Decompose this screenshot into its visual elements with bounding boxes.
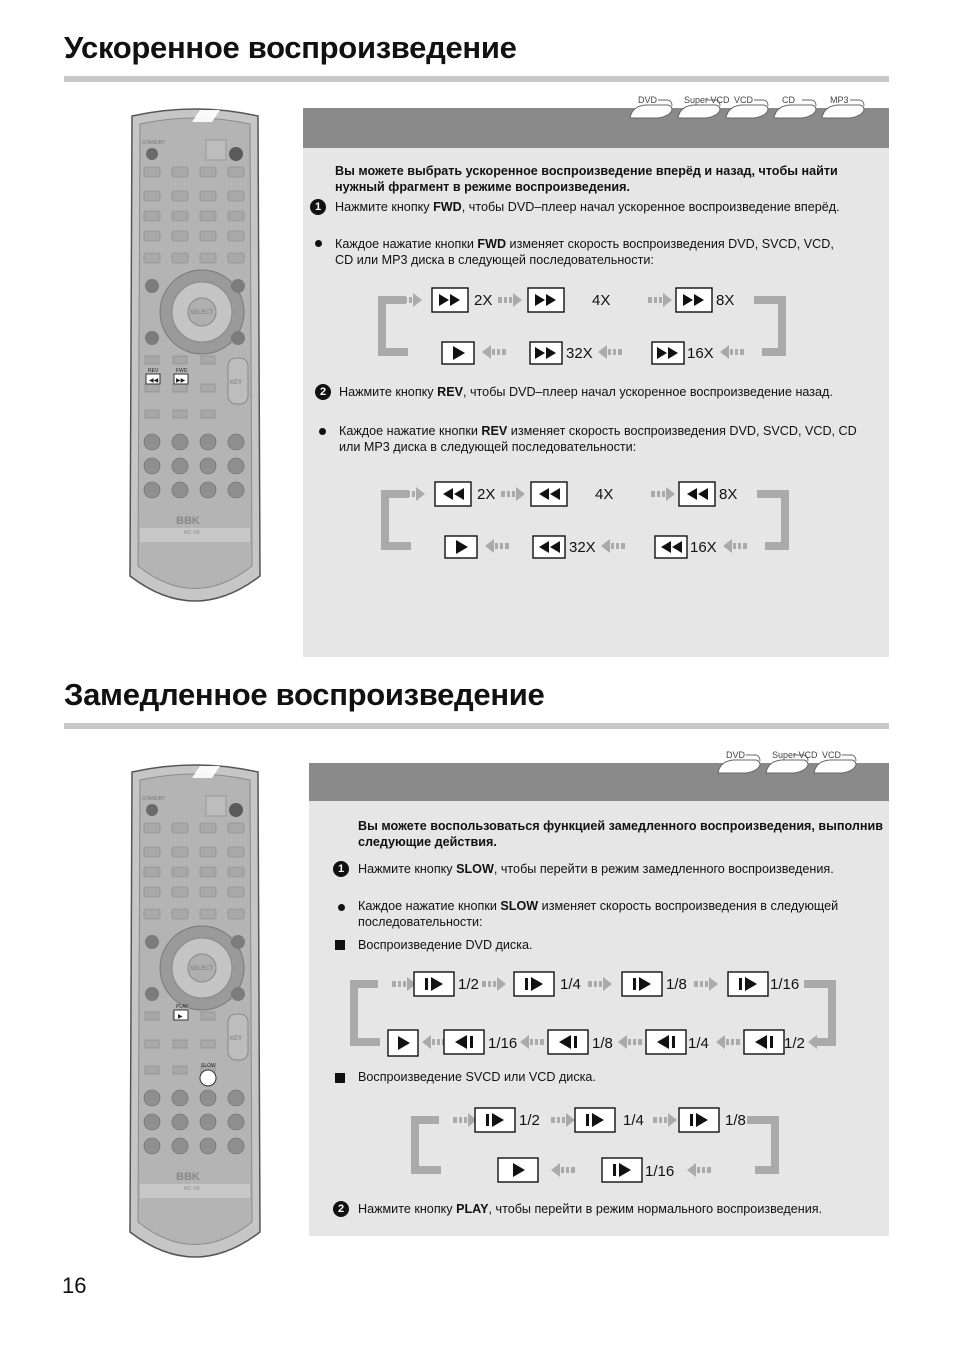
arrow-left-icon xyxy=(551,1163,575,1177)
fast-forward-icon xyxy=(676,288,712,312)
disc-tag-super-vcd xyxy=(676,95,730,118)
slow-forward-icon xyxy=(514,972,554,996)
disc-tag-label: CD xyxy=(782,95,795,105)
fast-play-intro: Вы можете выбрать ускоренное воспроизведение вперёд и назад, чтобы найти нужный фрагмент в режиме воспроизведения. xyxy=(335,164,838,194)
arrow-left-icon xyxy=(485,539,509,553)
speed-label: 1/4 xyxy=(623,1112,644,1129)
play-icon xyxy=(388,1030,418,1056)
arrow-right-icon xyxy=(398,293,422,307)
remote-label-standby: STANDBY xyxy=(142,140,166,146)
speed-label: 8X xyxy=(719,486,738,503)
fast-forward-icon xyxy=(652,342,684,364)
svg-text:▶▶: ▶▶ xyxy=(176,378,186,384)
rev-speed-cycle-diagram xyxy=(379,478,799,565)
svg-text:BBK: BBK xyxy=(176,1171,200,1183)
bullet-dot xyxy=(319,428,326,435)
step2-number: 2 xyxy=(315,384,331,400)
svg-text:RC–09: RC–09 xyxy=(184,530,200,536)
play-icon xyxy=(445,536,477,558)
fast-bullet2-text: Каждое нажатие кнопки REV изменяет скорость воспроизведения DVD, SVCD, VCD, CD или MP3 диска в следующей последовательности: xyxy=(339,424,857,454)
arrow-right-icon xyxy=(551,1113,575,1127)
svg-text:SLOW: SLOW xyxy=(201,1063,216,1069)
title-underline xyxy=(64,723,889,729)
speed-label: 16X xyxy=(690,539,717,556)
svg-text:◀◀: ◀◀ xyxy=(149,378,159,384)
arrow-right-icon xyxy=(482,977,506,991)
dvd-disc-label: Воспроизведение DVD диска. xyxy=(358,938,533,952)
arrow-right-icon xyxy=(453,1113,477,1127)
fast-forward-icon xyxy=(530,342,562,364)
bullet-dot xyxy=(338,904,345,911)
disc-tag-dvd xyxy=(628,96,674,118)
speed-label: 2X xyxy=(477,486,496,503)
arrow-left-icon xyxy=(422,1035,446,1049)
remote-brand: BBK xyxy=(176,515,200,527)
dvd-slow-cycle-diagram xyxy=(348,968,848,1063)
speed-label: 1/4 xyxy=(560,976,581,993)
arrow-right-icon xyxy=(648,293,672,307)
arrow-left-icon xyxy=(598,345,622,359)
section2-title: Замедленное воспроизведение xyxy=(64,677,545,712)
rewind-icon xyxy=(533,536,565,558)
fast-step2-text: Нажмите кнопку REV, чтобы DVD–плеер начал ускоренное воспроизведение назад. xyxy=(339,385,833,399)
arrow-right-icon xyxy=(392,977,416,991)
disc-tag-cd xyxy=(772,96,818,118)
slow-step2-text: Нажмите кнопку PLAY, чтобы перейти в режим нормального воспроизведения. xyxy=(358,1202,823,1216)
arrow-left-icon xyxy=(716,1035,740,1049)
arrow-right-icon xyxy=(694,977,718,991)
step1-number: 1 xyxy=(333,861,349,877)
disc-tag-label: DVD xyxy=(638,95,658,105)
square-marker xyxy=(335,940,345,950)
svg-text:▶: ▶ xyxy=(178,1014,183,1020)
rewind-icon xyxy=(531,482,567,506)
slow-reverse-icon xyxy=(646,1030,686,1054)
speed-label: 32X xyxy=(569,539,596,556)
speed-label: 1/4 xyxy=(688,1035,709,1052)
svg-text:STANDBY: STANDBY xyxy=(142,796,166,802)
speed-label: 1/2 xyxy=(784,1035,805,1052)
disc-tag-label: Super VCD xyxy=(684,95,730,105)
slow-forward-icon xyxy=(679,1108,719,1132)
svg-text:FWD: FWD xyxy=(176,368,188,374)
arrow-right-icon xyxy=(401,487,425,501)
svg-text:SELECT: SELECT xyxy=(190,966,214,972)
speed-label: 4X xyxy=(592,292,611,309)
svcd-slow-cycle-diagram xyxy=(409,1104,789,1191)
disc-tag-dvd xyxy=(716,751,762,773)
disc-tag-label: VCD xyxy=(734,95,754,105)
arrow-left-icon xyxy=(618,1035,642,1049)
slow-bullet1-text: Каждое нажатие кнопки SLOW изменяет скорость воспроизведения в следующей последовательности: xyxy=(358,899,839,929)
speed-label: 8X xyxy=(716,292,735,309)
speed-label: 1/8 xyxy=(666,976,687,993)
speed-label: 1/16 xyxy=(488,1035,518,1052)
speed-label: 1/2 xyxy=(519,1112,540,1129)
speed-label: 1/8 xyxy=(592,1035,613,1052)
speed-label: 1/2 xyxy=(458,976,479,993)
fast-forward-icon xyxy=(528,288,564,312)
disc-tag-mp3 xyxy=(820,96,866,118)
speed-label: 16X xyxy=(687,345,714,362)
rewind-icon xyxy=(655,536,687,558)
title-underline xyxy=(64,76,889,82)
arrow-right-icon xyxy=(653,1113,677,1127)
svg-text:SELECT: SELECT xyxy=(190,310,214,316)
svg-text:KEY: KEY xyxy=(230,380,243,386)
step2-number: 2 xyxy=(333,1201,349,1217)
slow-forward-icon xyxy=(728,972,768,996)
arrow-left-icon xyxy=(520,1035,544,1049)
disc-tag-label: VCD xyxy=(822,750,842,760)
rewind-icon xyxy=(435,482,471,506)
slow-forward-icon xyxy=(602,1158,642,1182)
disc-tag-label: DVD xyxy=(726,750,746,760)
arrow-right-icon xyxy=(588,977,612,991)
arrow-left-icon xyxy=(687,1163,711,1177)
speed-label: 32X xyxy=(566,345,593,362)
svg-text:RC–09: RC–09 xyxy=(184,1186,200,1192)
square-marker xyxy=(335,1073,345,1083)
disc-tag-vcd xyxy=(812,751,858,773)
arrow-left-icon xyxy=(482,345,506,359)
slow-play-intro: Вы можете воспользоваться функцией замедленного воспроизведения, выполнив следующие действия. xyxy=(358,819,883,849)
page-number: 16 xyxy=(62,1273,87,1298)
slow-forward-icon xyxy=(622,972,662,996)
arrow-left-icon xyxy=(601,539,625,553)
slow-step1-text: Нажмите кнопку SLOW, чтобы перейти в режим замедленного воспроизведения. xyxy=(358,862,834,876)
svg-text:REV: REV xyxy=(148,368,159,374)
speed-label: 1/16 xyxy=(770,976,800,993)
speed-label: 4X xyxy=(595,486,614,503)
rewind-icon xyxy=(679,482,715,506)
slow-reverse-icon xyxy=(444,1030,484,1054)
play-icon xyxy=(498,1158,538,1182)
remote-control-illustration-slow xyxy=(126,762,264,1277)
bullet-dot xyxy=(315,240,322,247)
speed-label: 2X xyxy=(474,292,493,309)
arrow-right-icon xyxy=(651,487,675,501)
arrow-left-icon xyxy=(720,345,744,359)
disc-tag-super-vcd xyxy=(764,750,818,773)
fast-bullet1-text: Каждое нажатие кнопки FWD изменяет скорость воспроизведения DVD, SVCD, VCD, CD или MP3 диска в следующей последовательности: xyxy=(335,237,834,267)
arrow-right-icon xyxy=(498,293,522,307)
slow-reverse-icon xyxy=(548,1030,588,1054)
arrow-left-icon xyxy=(723,539,747,553)
svg-text:PLAY: PLAY xyxy=(176,1004,189,1010)
speed-label: 1/8 xyxy=(725,1112,746,1129)
disc-tag-vcd xyxy=(724,96,770,118)
slow-forward-icon xyxy=(475,1108,515,1132)
play-icon xyxy=(442,342,474,364)
fwd-speed-cycle-diagram xyxy=(376,284,796,371)
fast-forward-icon xyxy=(432,288,468,312)
svg-text:KEY: KEY xyxy=(230,1036,243,1042)
disc-tag-label: MP3 xyxy=(830,95,849,105)
slow-forward-icon xyxy=(414,972,454,996)
svcd-disc-label: Воспроизведение SVCD или VCD диска. xyxy=(358,1070,596,1084)
arrow-right-icon xyxy=(501,487,525,501)
slow-reverse-icon xyxy=(744,1030,784,1054)
disc-tag-label: Super VCD xyxy=(772,750,818,760)
fast-step1-text: Нажмите кнопку FWD, чтобы DVD–плеер начал ускоренное воспроизведение вперёд. xyxy=(335,200,840,214)
section1-title: Ускоренное воспроизведение xyxy=(64,30,517,65)
slow-forward-icon xyxy=(575,1108,615,1132)
speed-label: 1/16 xyxy=(645,1163,675,1180)
step1-number: 1 xyxy=(310,199,326,215)
remote-control-illustration-fwd xyxy=(126,106,264,621)
